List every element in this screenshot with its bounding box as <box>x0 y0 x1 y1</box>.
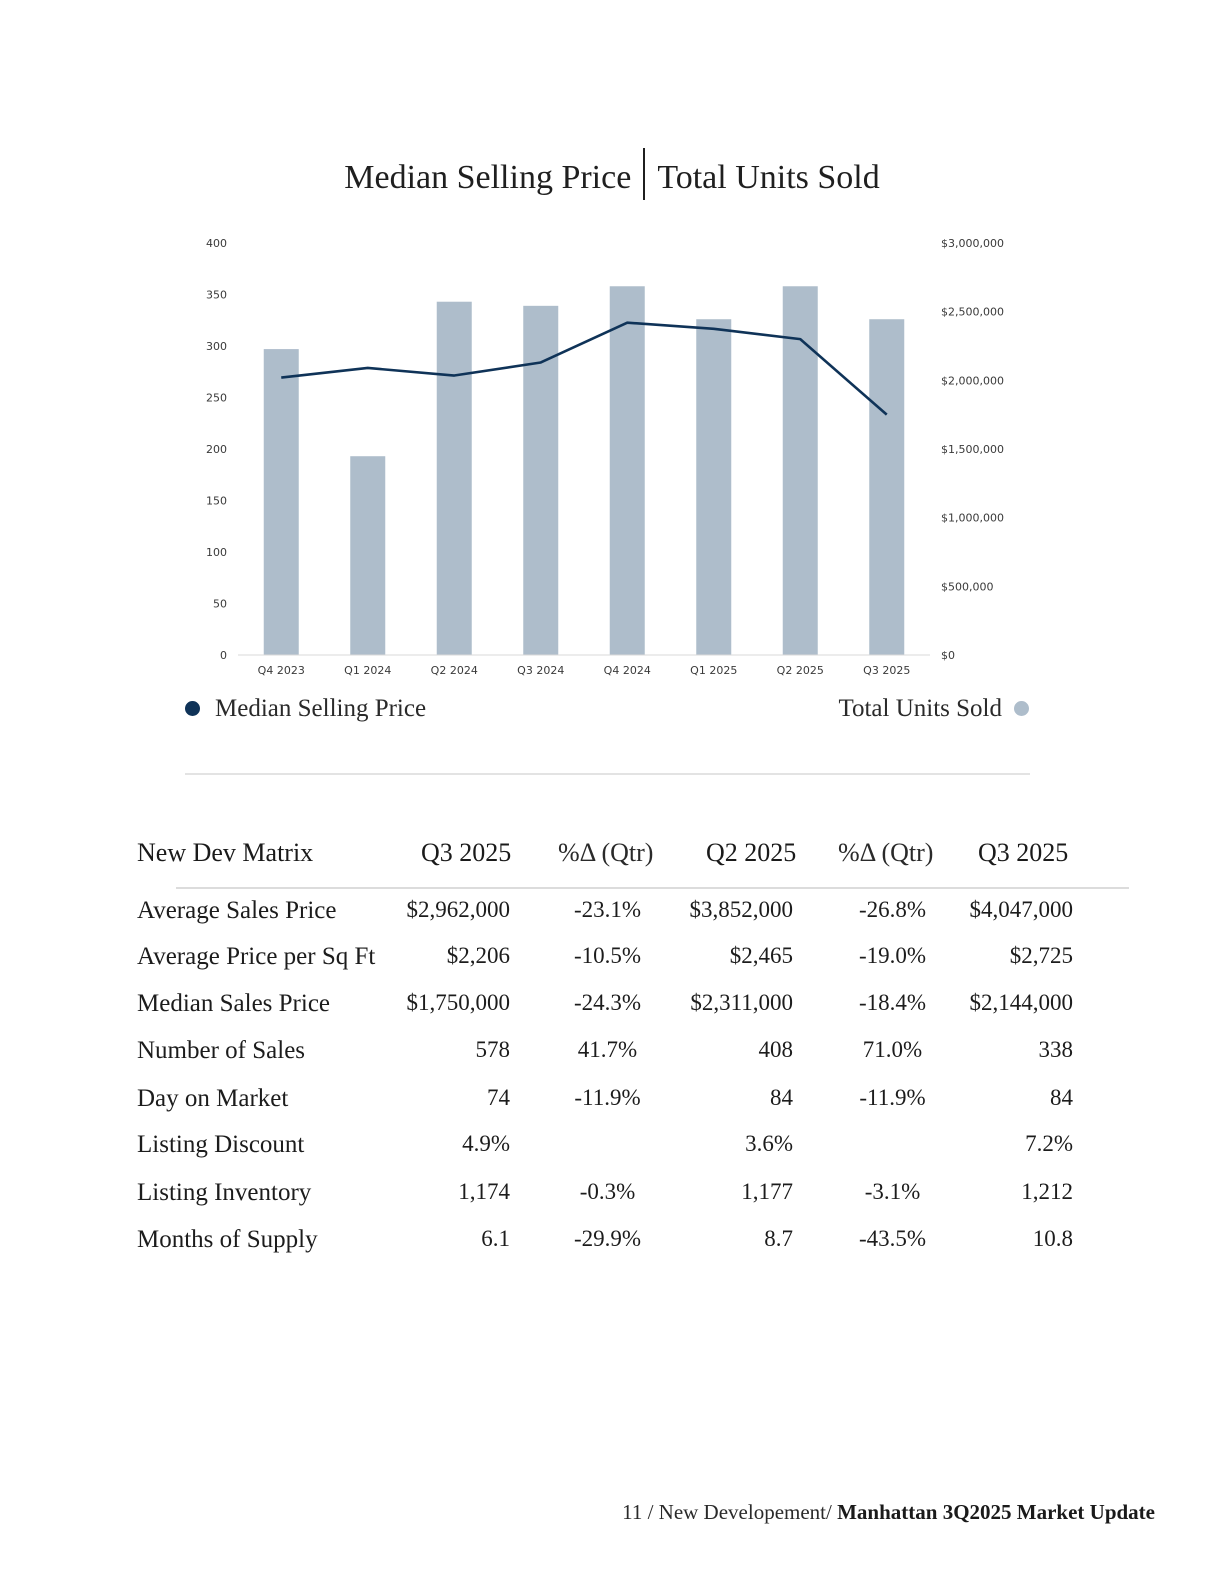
table-row <box>0 1085 1224 1119</box>
table-row <box>0 1037 1224 1071</box>
row-label: Number of Sales <box>137 1037 306 1064</box>
footer-prefix: 11 / New Developement/ <box>622 1500 838 1524</box>
cell-q2-2025: 84 <box>770 1085 793 1110</box>
right-tick-label: $0 <box>941 649 955 662</box>
x-tick-label: Q1 2024 <box>344 664 392 677</box>
x-tick-label: Q1 2025 <box>690 664 738 677</box>
x-axis <box>258 664 911 677</box>
right-tick-label: $2,500,000 <box>941 305 1004 319</box>
cell-q3-2025: 1,174 <box>458 1179 510 1204</box>
x-tick-label: Q3 2025 <box>863 664 911 677</box>
left-axis <box>206 237 227 662</box>
cell-pct-1: -0.3% <box>579 1179 636 1204</box>
x-tick-label: Q4 2023 <box>257 664 305 677</box>
left-tick-label: 350 <box>206 288 227 302</box>
cell-q3-2025: $2,206 <box>446 943 510 968</box>
cell-q2-2025: 3.6% <box>745 1131 793 1156</box>
chart-title <box>0 148 1224 200</box>
x-tick-label: Q2 2025 <box>776 664 824 677</box>
left-tick-label: 150 <box>206 494 227 508</box>
table-row <box>0 1179 1224 1213</box>
cell-pct-1: -10.5% <box>573 943 642 968</box>
bar-q4-2023 <box>264 349 299 655</box>
bar-q3-2025 <box>869 319 904 655</box>
cell-q2-2025: 8.7 <box>764 1226 793 1251</box>
header-rule <box>176 887 1129 889</box>
header-q3-2025-b: Q3 2025 <box>978 838 1069 867</box>
cell-pct-2: -43.5% <box>858 1226 927 1251</box>
row-label: Listing Inventory <box>137 1179 312 1206</box>
right-tick-label: $500,000 <box>941 580 994 594</box>
left-tick-label: 100 <box>206 546 227 559</box>
header-pct-change-2: %Δ (Qtr) <box>838 838 934 867</box>
cell-q3-2025: 6.1 <box>481 1226 510 1251</box>
footer-title: Manhattan 3Q2025 Market Update <box>837 1500 1155 1524</box>
cell-q3-2025-b: 1,212 <box>1021 1179 1073 1204</box>
right-tick-label: $1,000,000 <box>941 511 1004 525</box>
cell-pct-1: 41.7% <box>577 1037 638 1062</box>
cell-q3-2025: 4.9% <box>462 1131 510 1156</box>
cell-q3-2025-b: 10.8 <box>1032 1226 1073 1251</box>
table-row <box>0 990 1224 1024</box>
section-divider <box>185 773 1030 775</box>
combo-chart <box>0 230 1224 680</box>
right-tick-label: $2,000,000 <box>941 374 1004 388</box>
cell-q3-2025-b: $2,725 <box>1009 943 1073 968</box>
bar-q1-2025 <box>696 319 731 655</box>
legend-line-label: Median Selling Price <box>215 695 427 722</box>
cell-pct-2: -26.8% <box>858 897 927 922</box>
row-label: Average Sales Price <box>137 897 337 924</box>
cell-q2-2025: 408 <box>758 1037 793 1062</box>
legend-bar-label: Total Units Sold <box>838 695 1002 722</box>
header-q3-2025: Q3 2025 <box>421 838 512 867</box>
page-footer <box>622 1500 1155 1525</box>
right-axis <box>941 237 1004 662</box>
table-row <box>0 897 1224 931</box>
cell-pct-2: -18.4% <box>858 990 927 1015</box>
cell-q2-2025: $2,311,000 <box>690 990 793 1015</box>
left-tick-label: 250 <box>206 391 227 405</box>
cell-pct-1: -11.9% <box>574 1085 641 1110</box>
bar-q2-2024 <box>437 302 472 655</box>
cell-q3-2025-b: $2,144,000 <box>969 990 1073 1015</box>
cell-q2-2025: 1,177 <box>741 1179 793 1204</box>
cell-pct-2: -11.9% <box>859 1085 926 1110</box>
cell-q3-2025: $2,962,000 <box>406 897 510 922</box>
x-tick-label: Q4 2024 <box>603 664 651 677</box>
cell-q3-2025: 74 <box>487 1085 510 1110</box>
legend-median-price <box>185 695 426 723</box>
title-separator <box>643 148 645 200</box>
left-tick-label: 0 <box>220 649 227 662</box>
cell-q3-2025-b: 84 <box>1050 1085 1073 1110</box>
x-tick-label: Q3 2024 <box>517 664 565 677</box>
bar-q4-2024 <box>610 286 645 655</box>
cell-q3-2025-b: $4,047,000 <box>969 897 1073 922</box>
chart-title-left: Median Selling Price <box>344 159 632 196</box>
table-row <box>0 1226 1224 1260</box>
cell-q2-2025: $3,852,000 <box>689 897 793 922</box>
header-pct-change-1: %Δ (Qtr) <box>558 838 654 867</box>
legend-dot-bar <box>1014 701 1029 716</box>
left-tick-label: 400 <box>206 237 227 250</box>
x-tick-label: Q2 2024 <box>430 664 478 677</box>
cell-pct-1: -23.1% <box>573 897 642 922</box>
left-tick-label: 300 <box>206 340 227 353</box>
cell-pct-2: -19.0% <box>858 943 927 968</box>
row-label: Months of Supply <box>137 1226 318 1253</box>
right-tick-label: $3,000,000 <box>941 237 1004 250</box>
cell-q3-2025-b: 7.2% <box>1025 1131 1073 1156</box>
row-label: Median Sales Price <box>137 990 331 1017</box>
row-label: Day on Market <box>137 1085 289 1112</box>
bar-q2-2025 <box>783 286 818 655</box>
left-tick-label: 50 <box>213 597 227 611</box>
cell-pct-2: 71.0% <box>862 1037 923 1062</box>
left-tick-label: 200 <box>206 443 227 456</box>
bar-q1-2024 <box>350 456 385 655</box>
cell-pct-1: -29.9% <box>573 1226 642 1251</box>
cell-q2-2025: $2,465 <box>729 943 793 968</box>
row-label: Listing Discount <box>137 1131 305 1158</box>
legend-units-sold <box>838 695 1029 723</box>
header-label: New Dev Matrix <box>137 838 314 867</box>
header-q2-2025: Q2 2025 <box>706 838 797 867</box>
cell-q3-2025-b: 338 <box>1038 1037 1073 1062</box>
cell-pct-2: -3.1% <box>864 1179 921 1204</box>
cell-q3-2025: 578 <box>475 1037 510 1062</box>
chart-title-right: Total Units Sold <box>657 159 880 196</box>
row-label: Average Price per Sq Ft <box>137 943 376 970</box>
table-row <box>0 1131 1224 1165</box>
cell-q3-2025: $1,750,000 <box>406 990 510 1015</box>
right-tick-label: $1,500,000 <box>941 443 1004 456</box>
table-row <box>0 943 1224 977</box>
cell-pct-1: -24.3% <box>573 990 642 1015</box>
legend-dot-line <box>185 701 200 716</box>
